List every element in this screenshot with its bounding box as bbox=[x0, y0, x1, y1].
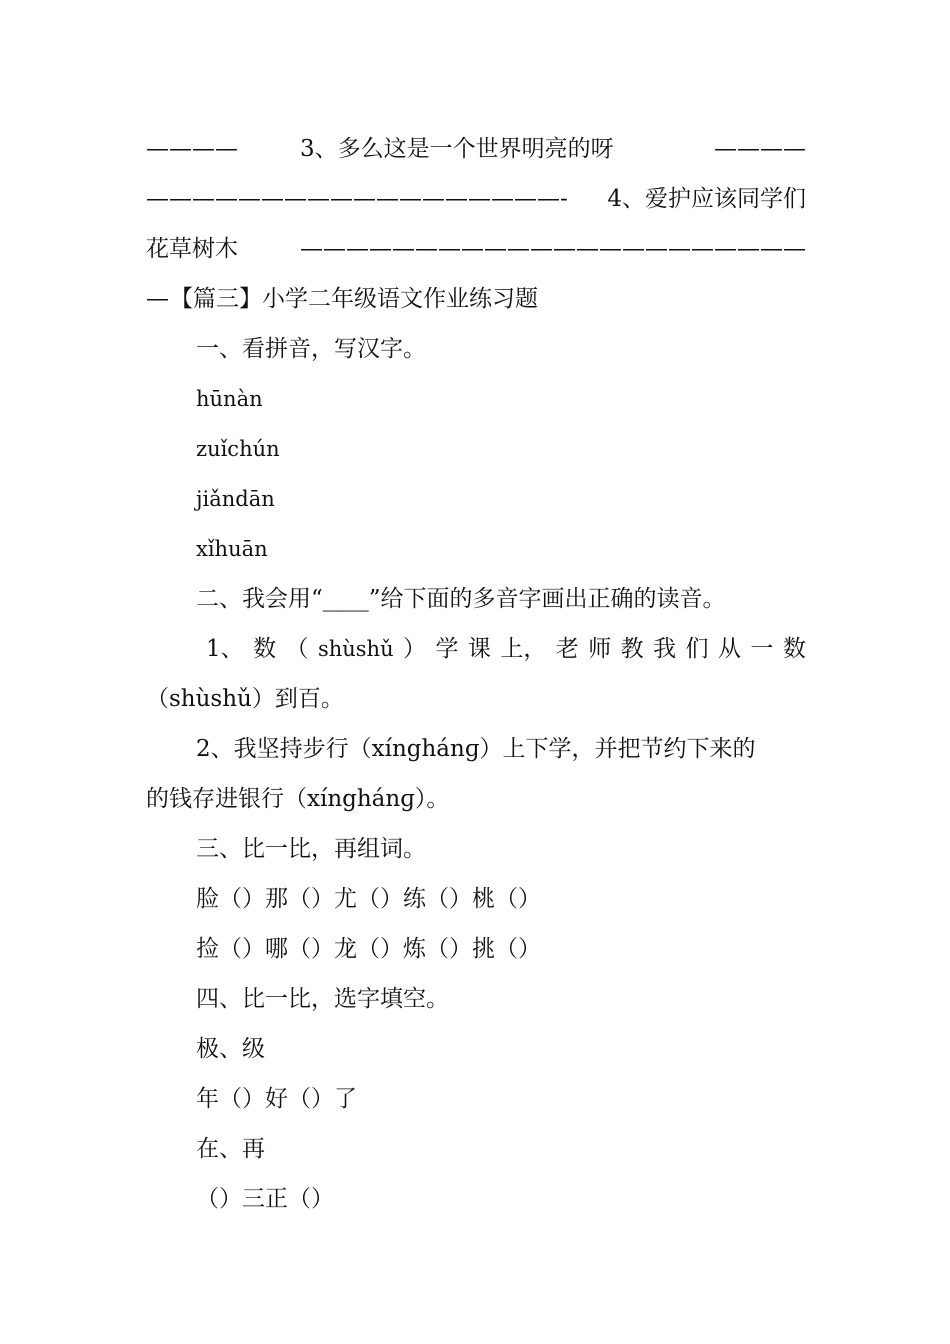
sentence-1-line-1 bbox=[206, 624, 806, 674]
sentence-token: 师 bbox=[588, 636, 612, 662]
sentence-token: 我 bbox=[653, 636, 677, 662]
sentence-token: ） bbox=[403, 636, 427, 662]
compare-row-2: 捡（）哪（）龙（）炼（）挑（） bbox=[196, 936, 541, 962]
compare-row-1: 脸（）那（）尤（）练（）桃（） bbox=[196, 886, 541, 912]
dash-run: —————————————————————— bbox=[300, 236, 806, 262]
sentence-2-line-2: 的钱存进银行（xínghánɡ）。 bbox=[146, 786, 450, 812]
dash-lead: — bbox=[146, 286, 169, 312]
dash-run: ——————————————————- bbox=[146, 186, 568, 212]
pinyin-item: xǐhuān bbox=[196, 537, 268, 561]
section-heading-line bbox=[146, 274, 806, 324]
dash-right: ———— bbox=[714, 136, 806, 162]
question-4-title: 四、比一比，选字填空。 bbox=[196, 986, 449, 1012]
fill-blank-1: 年（）好（）了 bbox=[196, 1086, 357, 1112]
pinyin-item: hūnàn bbox=[196, 387, 263, 411]
sentence-token: 数 bbox=[253, 636, 277, 662]
line-1 bbox=[146, 124, 806, 174]
question-2-title: 二、我会用“____”给下面的多音字画出正确的读音。 bbox=[196, 586, 726, 612]
section-heading: 【篇三】小学二年级语文作业练习题 bbox=[170, 286, 538, 312]
exercise-4-continued: 花草树木 bbox=[146, 236, 238, 262]
sentence-token: 上， bbox=[500, 636, 547, 662]
sentence-token: 教 bbox=[620, 636, 644, 662]
dash-left: ———— bbox=[146, 136, 238, 162]
sentence-token: 数 bbox=[782, 636, 806, 662]
sentence-token: shùshǔ bbox=[317, 637, 394, 661]
char-pair-2: 在、再 bbox=[196, 1136, 265, 1162]
exercise-3-text: 3、多么这是一个世界明亮的呀 bbox=[300, 136, 614, 162]
exercise-4-text: 4、爱护应该同学们 bbox=[607, 186, 806, 212]
pinyin-item: jiǎndān bbox=[196, 487, 275, 511]
sentence-token: 1、 bbox=[206, 636, 244, 662]
sentence-token: （ bbox=[285, 636, 309, 662]
sentence-2-line-1: 2、我坚持步行（xínghánɡ）上下学，并把节约下来的 bbox=[196, 736, 756, 762]
fill-blank-2: （）三正（） bbox=[196, 1186, 334, 1212]
sentence-token: 老 bbox=[555, 636, 579, 662]
pinyin-item: zuǐchún bbox=[196, 437, 280, 461]
sentence-token: 课 bbox=[467, 636, 491, 662]
sentence-token: 们 bbox=[685, 636, 709, 662]
question-3-title: 三、比一比，再组词。 bbox=[196, 836, 426, 862]
sentence-token: 一 bbox=[750, 636, 774, 662]
question-1-title: 一、看拼音，写汉字。 bbox=[196, 336, 426, 362]
line-3 bbox=[146, 224, 806, 274]
line-2 bbox=[146, 174, 806, 224]
sentence-token: 学 bbox=[435, 636, 459, 662]
char-pair-1: 极、级 bbox=[196, 1036, 265, 1062]
sentence-1-line-2: （shùshǔ）到百。 bbox=[146, 686, 344, 712]
sentence-token: 从 bbox=[717, 636, 741, 662]
